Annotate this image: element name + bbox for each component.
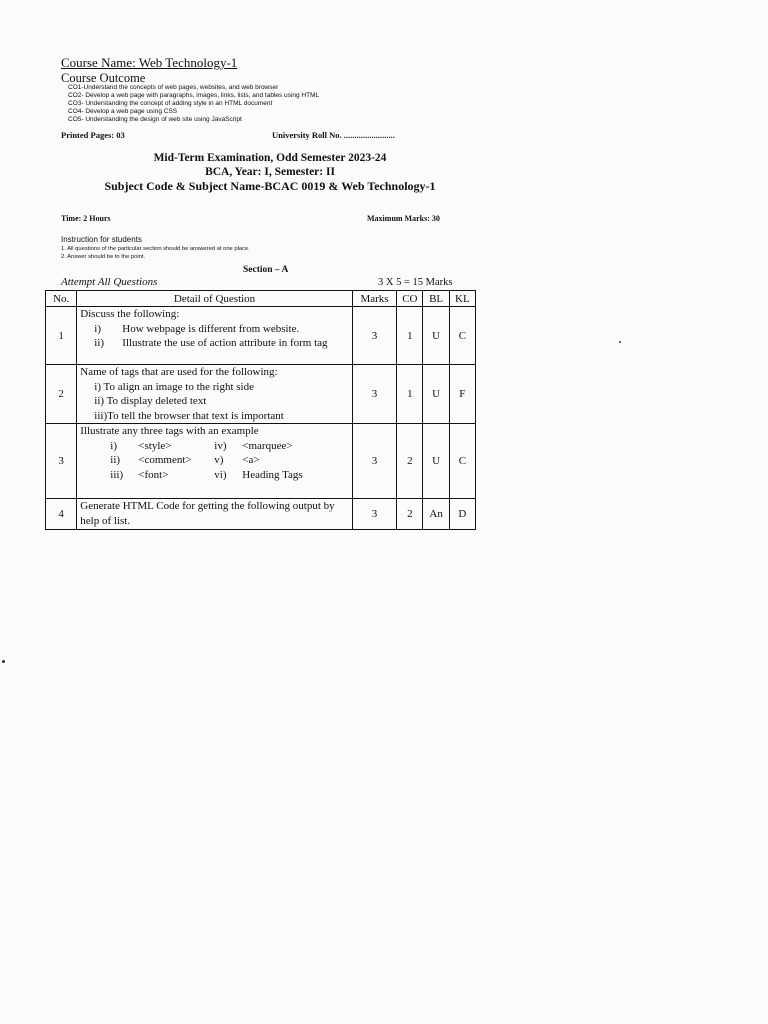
header-kl: KL	[449, 291, 475, 307]
questions-table	[45, 290, 476, 530]
maximum-marks: Maximum Marks: 30	[367, 214, 440, 223]
tag-number: vi)	[214, 468, 227, 481]
university-roll-no: University Roll No. ........................	[272, 130, 395, 140]
question-co: 2	[397, 499, 423, 530]
table-row	[46, 307, 476, 365]
question-number: 2	[46, 365, 77, 424]
question-bl: U	[423, 424, 449, 499]
tag-list	[80, 439, 350, 483]
outcome-item: CO2- Develop a web page with paragraphs, images, links, lists, and tables using HTML	[68, 92, 320, 99]
table-header-row	[46, 291, 476, 307]
question-marks: 3	[352, 307, 396, 365]
instructions-list	[61, 245, 250, 261]
table-row	[46, 365, 476, 424]
sub-question-number: i)	[94, 322, 102, 335]
sub-question-number: ii)	[94, 337, 105, 349]
outcome-item: CO1-Understand the concepts of web pages, websites, and web browser	[68, 84, 279, 91]
header-detail: Detail of Question	[77, 291, 353, 307]
question-intro: Illustrate any three tags with an example	[80, 425, 259, 437]
question-intro: Discuss the following:	[80, 308, 180, 320]
question-bl: U	[423, 307, 449, 365]
exam-time: Time: 2 Hours	[61, 214, 111, 223]
exam-title: Mid-Term Examination, Odd Semester 2023-24	[153, 152, 387, 164]
question-kl: D	[449, 499, 475, 530]
question-kl: C	[449, 307, 475, 365]
question-detail: Generate HTML Code for getting the following output by help of list.	[77, 499, 353, 530]
header-marks: Marks	[352, 291, 396, 307]
question-detail	[77, 365, 353, 424]
question-marks: 3	[352, 499, 396, 530]
sub-question	[80, 322, 350, 337]
scan-speck	[619, 341, 621, 343]
instruction-item: 1. All questions of the particular section should be answered at one place.	[61, 246, 250, 252]
question-intro: Name of tags that are used for the following:	[80, 366, 278, 378]
tag-number: ii)	[110, 454, 121, 466]
sub-question-text: Illustrate the use of action attribute in form tag	[122, 337, 328, 349]
section-title: Section – A	[243, 265, 289, 275]
header-no: No.	[46, 291, 77, 307]
header-bl: BL	[423, 291, 449, 307]
tag-number: i)	[110, 439, 118, 452]
question-detail	[77, 307, 353, 365]
instruction-item: 2. Answer should be to the point.	[61, 254, 146, 260]
tag-name: <style>	[138, 439, 172, 452]
sub-question: i) To align an image to the right side	[94, 380, 254, 393]
question-co: 1	[397, 365, 423, 424]
tag-number: iii)	[110, 468, 124, 481]
question-bl: U	[423, 365, 449, 424]
sub-question	[80, 336, 350, 351]
outcome-item: CO4- Develop a web page using CSS	[68, 108, 178, 115]
table-row	[46, 499, 476, 530]
question-kl: F	[449, 365, 475, 424]
course-name: Course Name: Web Technology-1	[61, 55, 238, 70]
course-outcome-heading: Course Outcome	[61, 71, 146, 85]
question-detail	[77, 424, 353, 499]
question-number: 1	[46, 307, 77, 365]
instructions-heading: Instruction for students	[61, 235, 142, 244]
question-bl: An	[423, 499, 449, 530]
sub-question-text: How webpage is different from website.	[122, 322, 300, 335]
question-kl: C	[449, 424, 475, 499]
printed-pages: Printed Pages: 03	[61, 130, 125, 140]
tag-number: iv)	[214, 439, 227, 452]
course-outcome-list	[68, 84, 319, 124]
table-row	[46, 424, 476, 499]
question-marks: 3	[352, 424, 396, 499]
tag-name: Heading Tags	[242, 468, 303, 481]
tag-name: <font>	[138, 468, 169, 481]
tag-name: <comment>	[138, 454, 192, 466]
outcome-item: CO5- Understanding the design of web site using JavaScript	[68, 116, 242, 123]
outcome-item: CO3- Understanding the concept of adding style in an HTML document	[68, 100, 273, 107]
sub-question: iii)To tell the browser that text is important	[94, 409, 284, 422]
program-line: BCA, Year: I, Semester: II	[205, 166, 335, 178]
question-marks: 3	[352, 365, 396, 424]
tag-number: v)	[214, 454, 224, 466]
tag-name: <a>	[242, 454, 260, 466]
question-number: 4	[46, 499, 77, 530]
subject-line: Subject Code & Subject Name-BCAC 0019 & Web Technology-1	[104, 179, 436, 193]
question-number: 3	[46, 424, 77, 499]
question-co: 2	[397, 424, 423, 499]
sub-question: ii) To display deleted text	[94, 395, 207, 407]
header-co: CO	[397, 291, 423, 307]
marks-scheme: 3 X 5 = 15 Marks	[378, 277, 453, 288]
scan-speck	[2, 660, 5, 663]
attempt-instruction: Attempt All Questions	[61, 276, 158, 288]
question-co: 1	[397, 307, 423, 365]
tag-name: <marquee>	[242, 439, 293, 452]
